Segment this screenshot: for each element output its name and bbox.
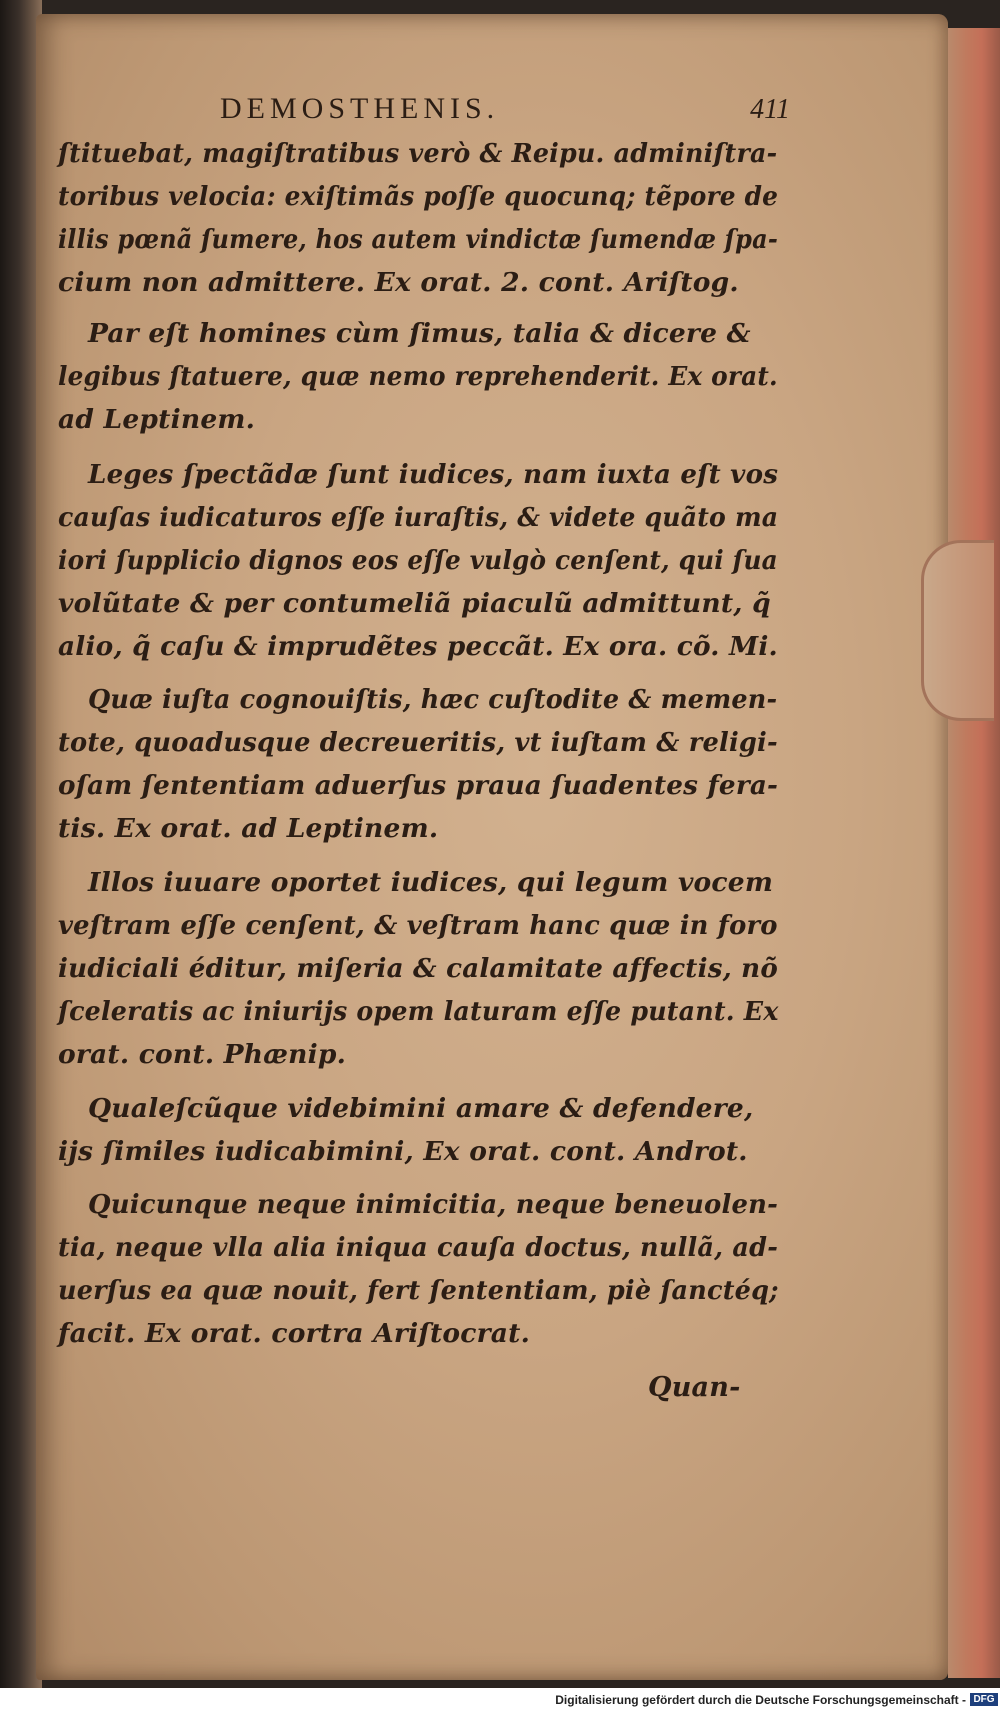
text-line: Leges ſpectãdæ ſunt iudices, nam iuxta eſt vos [88,459,779,490]
text-line: iori ſupplicio dignos eos eſſe vulgò cenſent, qui ſua [58,545,778,576]
text-line: Par eſt homines cùm ſimus, talia & dicere & [88,318,751,349]
text-line: volũtate & per contumeliã piaculũ admittunt, q̃ [58,588,771,619]
text-line: ſtituebat, magiſtratibus verò & Reipu. adminiſtra- [58,138,778,169]
dfg-logo: DFG [970,1693,998,1706]
text-line: Illos iuuare oportet iudices, qui legum vocem [88,867,774,898]
text-line: Quæ iuſta cognouiſtis, hæc cuſtodite & memen- [88,684,778,715]
text-line: ad Leptinem. [58,404,256,435]
text-line: tia, neque vlla alia iniqua cauſa doctus, nullã, ad- [58,1232,779,1263]
running-title: DEMOSTHENIS. [220,92,500,125]
text-line: legibus ſtatuere, quæ nemo reprehenderit. Ex orat. [58,361,778,392]
text-line: cium non admittere. Ex orat. 2. cont. Ariſtog. [58,267,739,298]
text-line: tote, quoadusque decreueritis, vt iuſtam & religi- [58,727,778,758]
text-line: Qualeſcũque videbimini amare & defendere, [88,1093,754,1124]
text-line: facit. Ex orat. cortra Ariſtocrat. [58,1318,530,1349]
text-line: Quicunque neque inimicitia, neque beneuolen- [88,1189,779,1220]
page-fore-edge [948,28,1000,1678]
text-line: toribus velocia: exiſtimãs poſſe quocunq; tẽpore de [58,181,779,212]
page-tab [921,540,994,721]
page-header [200,92,790,132]
footer-credit: Digitalisierung gefördert durch die Deutsche Forschungsgemeinschaft - [555,1693,966,1707]
text-line: ijs ſimiles iudicabimini, Ex orat. cont. Androt. [58,1136,748,1167]
text-line: veſtram eſſe cenſent, & veſtram hanc quæ in foro [58,910,778,941]
text-line: alio, q̃ caſu & imprudẽtes peccãt. Ex ora. cõ. Mi. [58,631,778,662]
text-line: ſceleratis ac iniurijs opem laturam eſſe putant. Ex [58,996,779,1027]
text-line: orat. cont. Phænip. [58,1039,347,1070]
text-line: oſam ſententiam aduerſus praua ſuadentes fera- [58,770,779,801]
text-line: tis. Ex orat. ad Leptinem. [58,813,439,844]
text-line: illis pœnã ſumere, hos autem vindictæ ſumendæ ſpa- [58,224,778,255]
text-line: uerſus ea quæ nouit, fert ſententiam, piè ſanctéq; [58,1275,779,1306]
footer-bar [0,1688,1000,1710]
text-line: iudiciali éditur, miſeria & calamitate affectis, nõ [58,953,779,984]
text-line: cauſas iudicaturos eſſe iuraſtis, & videte quãto ma [58,502,779,533]
page-number: 411 [750,94,790,125]
catchword: Quan- [648,1372,741,1403]
